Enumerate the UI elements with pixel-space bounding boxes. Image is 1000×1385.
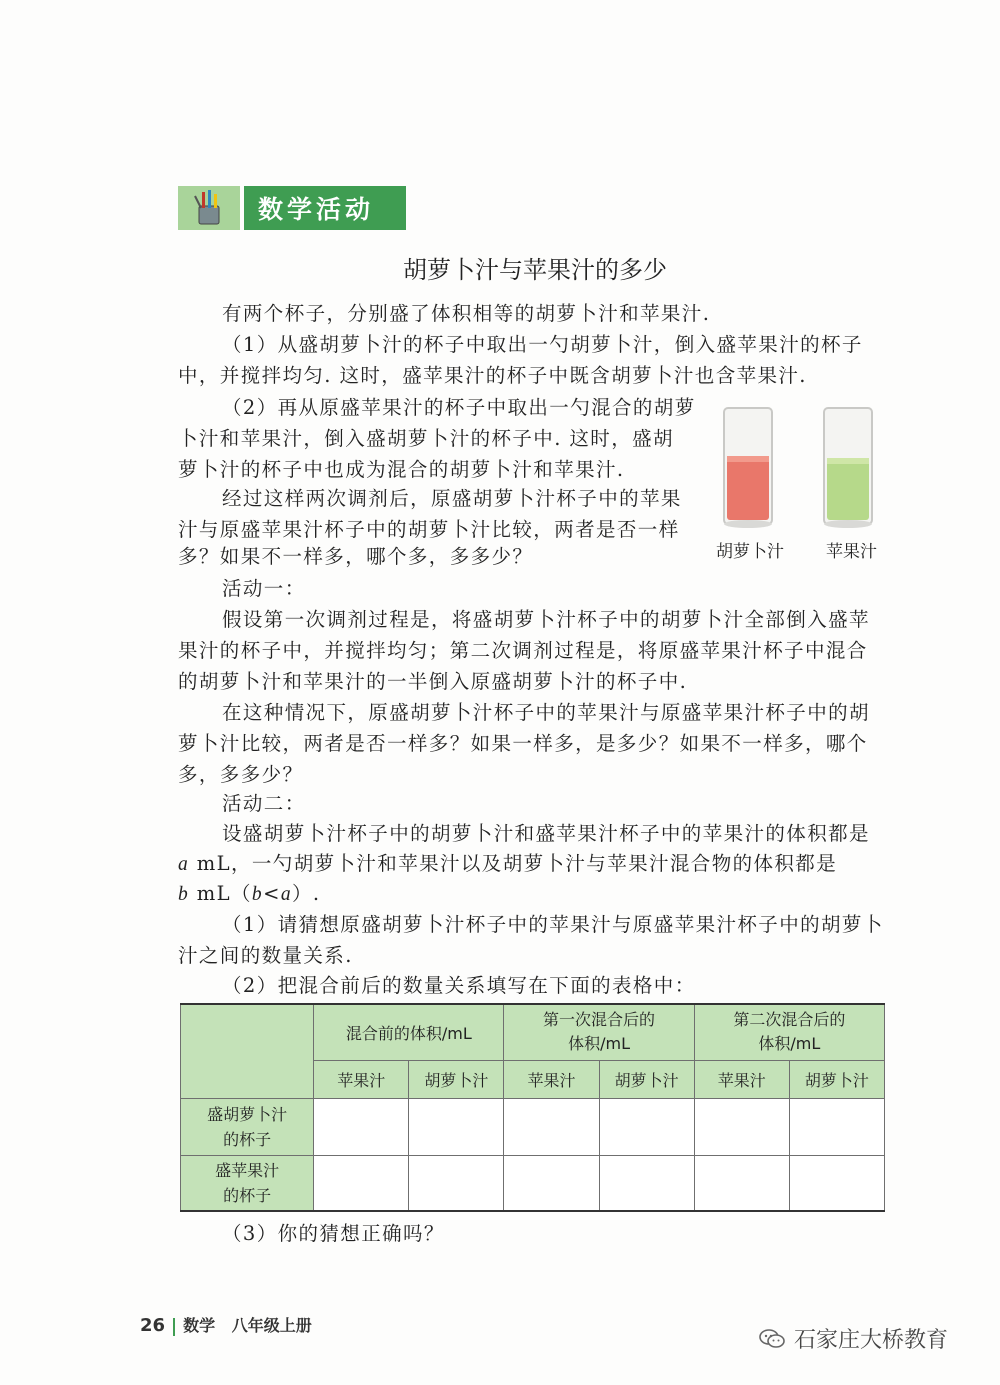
table-cell — [409, 1155, 504, 1211]
a1b-line1: 在这种情况下，原盛胡萝卜汁杯子中的苹果汁与原盛苹果汁杯子中的胡 — [222, 701, 870, 724]
carrot-juice-glass — [724, 408, 772, 528]
watermark: 石家庄大桥教育 — [758, 1323, 948, 1354]
page-number: 26 — [140, 1315, 166, 1336]
q1-line2: 汁之间的数量关系. — [178, 944, 353, 967]
table-cell — [789, 1098, 884, 1155]
after-line3: 多？如果不一样多，哪个多，多多少？ — [178, 545, 534, 568]
table-cell — [599, 1098, 694, 1155]
activity1-title: 活动一： — [222, 577, 306, 600]
subheader-apple-juice: 苹果汁 — [314, 1060, 409, 1098]
subheader-carrot-juice: 胡萝卜汁 — [409, 1060, 504, 1098]
table-cell — [694, 1098, 789, 1155]
table-cell — [694, 1155, 789, 1211]
step2-line3: 萝卜汁的杯子中也成为混合的胡萝卜汁和苹果汁. — [178, 458, 625, 481]
mixing-table — [180, 1003, 885, 1212]
step2-line1: （2）再从原盛苹果汁的杯子中取出一勺混合的胡萝 — [222, 396, 696, 419]
carrot-juice-label: 胡萝卜汁 — [716, 542, 784, 562]
q1-line1: （1）请猜想原盛胡萝卜汁杯子中的苹果汁与原盛苹果汁杯子中的胡萝卜 — [222, 913, 884, 936]
section-title: 数学活动 — [244, 186, 406, 230]
step1-line2: 中，并搅拌均匀. 这时，盛苹果汁的杯子中既含胡萝卜汁也含苹果汁. — [178, 364, 807, 387]
table-cell — [599, 1155, 694, 1211]
row-header-carrot-cup: 盛胡萝卜汁 的杯子 — [181, 1098, 314, 1155]
subject-label: 数学 — [183, 1316, 216, 1335]
intro-text: 有两个杯子，分别盛了体积相等的胡萝卜汁和苹果汁. — [222, 302, 711, 325]
apple-juice-label: 苹果汁 — [826, 542, 877, 562]
table-row — [181, 1098, 885, 1155]
subheader-carrot-juice: 胡萝卜汁 — [789, 1060, 884, 1098]
q2-text: （2）把混合前后的数量关系填写在下面的表格中： — [222, 974, 696, 997]
apple-juice-glass — [824, 408, 872, 528]
a2-line2: a mL，一勺胡萝卜汁和苹果汁以及胡萝卜汁与苹果汁混合物的体积都是 — [178, 852, 838, 875]
header-second-mixing: 第二次混合后的 体积/mL — [694, 1004, 884, 1060]
a1b-line3: 多，多多少？ — [178, 763, 304, 786]
table-cell — [504, 1155, 599, 1211]
table-cell — [504, 1098, 599, 1155]
step2-line2: 卜汁和苹果汁，倒入盛胡萝卜汁的杯子中. 这时，盛胡 — [178, 427, 674, 450]
subheader-carrot-juice: 胡萝卜汁 — [599, 1060, 694, 1098]
table-corner — [181, 1004, 314, 1098]
a1-line2: 果汁的杯子中，并搅拌均匀；第二次调剂过程是，将原盛苹果汁杯子中混合 — [178, 639, 868, 662]
a2-line1: 设盛胡萝卜汁杯子中的胡萝卜汁和盛苹果汁杯子中的苹果汁的体积都是 — [222, 822, 870, 845]
header-before-mixing: 混合前的体积/mL — [314, 1004, 504, 1060]
subheader-apple-juice: 苹果汁 — [504, 1060, 599, 1098]
wechat-icon — [758, 1328, 786, 1350]
section-banner — [178, 186, 406, 230]
after-line1: 经过这样两次调剂后，原盛胡萝卜汁杯子中的苹果 — [222, 487, 682, 510]
tools-icon — [178, 186, 240, 230]
q3-text: （3）你的猜想正确吗？ — [222, 1222, 445, 1245]
activity2-title: 活动二： — [222, 792, 306, 815]
table-row — [181, 1155, 885, 1211]
page-footer — [140, 1313, 312, 1336]
row-header-apple-cup: 盛苹果汁 的杯子 — [181, 1155, 314, 1211]
after-line2: 汁与原盛苹果汁杯子中的胡萝卜汁比较，两者是否一样 — [178, 518, 680, 541]
table-cell — [314, 1098, 409, 1155]
activity-heading: 胡萝卜汁与苹果汁的多少 — [403, 256, 667, 284]
header-first-mixing: 第一次混合后的 体积/mL — [504, 1004, 694, 1060]
table-cell — [789, 1155, 884, 1211]
grade-label: 八年级上册 — [231, 1316, 312, 1335]
a1-line3: 的胡萝卜汁和苹果汁的一半倒入原盛胡萝卜汁的杯子中. — [178, 670, 688, 693]
a1-line1: 假设第一次调剂过程是，将盛胡萝卜汁杯子中的胡萝卜汁全部倒入盛苹 — [222, 608, 870, 631]
table-cell — [314, 1155, 409, 1211]
a1b-line2: 萝卜汁比较，两者是否一样多？如果一样多，是多少？如果不一样多，哪个 — [178, 732, 868, 755]
step1-line1: （1）从盛胡萝卜汁的杯子中取出一勺胡萝卜汁，倒入盛苹果汁的杯子 — [222, 333, 863, 356]
subheader-apple-juice: 苹果汁 — [694, 1060, 789, 1098]
table-cell — [409, 1098, 504, 1155]
a2-line3: b mL（b<a）. — [178, 882, 321, 905]
